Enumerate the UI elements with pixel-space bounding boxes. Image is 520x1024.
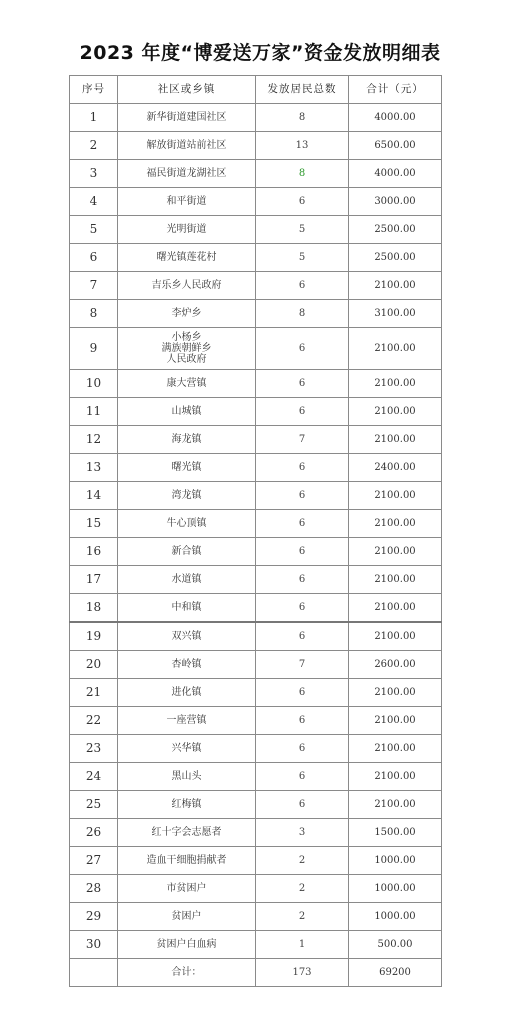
row-count: 6 [256, 566, 349, 594]
row-amount: 2100.00 [349, 482, 442, 510]
row-count: 6 [256, 482, 349, 510]
row-community: 贫困户白血病 [118, 931, 256, 959]
row-count: 6 [256, 328, 349, 370]
table-row [70, 679, 442, 707]
header-resident-count: 发放居民总数 [256, 76, 349, 104]
row-amount: 2100.00 [349, 679, 442, 707]
row-community: 解放街道站前社区 [118, 132, 256, 160]
total-label: 合计： [118, 959, 256, 987]
row-community-line: 满族朝鲜乡 [161, 343, 212, 354]
table-row [70, 847, 442, 875]
row-community: 海龙镇 [118, 426, 256, 454]
row-count: 2 [256, 847, 349, 875]
row-count: 6 [256, 679, 349, 707]
row-amount: 1000.00 [349, 847, 442, 875]
table-row [70, 707, 442, 735]
table-row [70, 482, 442, 510]
row-amount: 2100.00 [349, 707, 442, 735]
row-amount: 2100.00 [349, 370, 442, 398]
row-count: 6 [256, 707, 349, 735]
row-count: 6 [256, 622, 349, 651]
row-count: 6 [256, 370, 349, 398]
row-amount: 2500.00 [349, 216, 442, 244]
row-count: 6 [256, 454, 349, 482]
row-serial: 23 [70, 735, 118, 763]
table-row [70, 398, 442, 426]
table-row [70, 622, 442, 651]
row-count: 6 [256, 735, 349, 763]
row-serial: 3 [70, 160, 118, 188]
table-row [70, 426, 442, 454]
row-amount: 2100.00 [349, 398, 442, 426]
row-serial: 5 [70, 216, 118, 244]
row-serial: 24 [70, 763, 118, 791]
row-community [118, 328, 256, 370]
row-serial: 2 [70, 132, 118, 160]
row-serial: 29 [70, 903, 118, 931]
row-community: 光明街道 [118, 216, 256, 244]
row-community: 杏岭镇 [118, 651, 256, 679]
page-title: 2023 年度“博爱送万家”资金发放明细表 [79, 42, 441, 64]
row-serial: 16 [70, 538, 118, 566]
row-amount: 3000.00 [349, 188, 442, 216]
row-community: 造血干细胞捐献者 [118, 847, 256, 875]
row-serial: 7 [70, 272, 118, 300]
row-serial: 1 [70, 104, 118, 132]
row-count: 6 [256, 272, 349, 300]
table-row [70, 903, 442, 931]
row-amount: 2100.00 [349, 594, 442, 623]
row-serial: 27 [70, 847, 118, 875]
row-amount: 1000.00 [349, 875, 442, 903]
row-community: 黑山头 [118, 763, 256, 791]
row-count: 6 [256, 510, 349, 538]
row-community: 贫困户 [118, 903, 256, 931]
row-amount: 2100.00 [349, 426, 442, 454]
row-amount: 1500.00 [349, 819, 442, 847]
row-count: 7 [256, 426, 349, 454]
row-serial: 13 [70, 454, 118, 482]
total-serial-empty [70, 959, 118, 987]
row-serial: 19 [70, 622, 118, 651]
row-community: 山城镇 [118, 398, 256, 426]
table-row [70, 875, 442, 903]
row-serial: 14 [70, 482, 118, 510]
row-community: 水道镇 [118, 566, 256, 594]
row-count: 7 [256, 651, 349, 679]
row-serial: 21 [70, 679, 118, 707]
row-amount: 2100.00 [349, 763, 442, 791]
table-row [70, 132, 442, 160]
row-serial: 6 [70, 244, 118, 272]
header-serial: 序号 [70, 76, 118, 104]
row-serial: 4 [70, 188, 118, 216]
row-community-line: 人民政府 [166, 354, 207, 365]
row-serial: 28 [70, 875, 118, 903]
row-community: 福民街道龙湖社区 [118, 160, 256, 188]
row-community: 曙光镇 [118, 454, 256, 482]
table-row [70, 931, 442, 959]
row-count: 13 [256, 132, 349, 160]
row-count: 1 [256, 931, 349, 959]
row-community: 市贫困户 [118, 875, 256, 903]
row-amount: 2100.00 [349, 510, 442, 538]
table-row [70, 300, 442, 328]
row-count: 5 [256, 244, 349, 272]
row-community: 吉乐乡人民政府 [118, 272, 256, 300]
row-amount: 2100.00 [349, 272, 442, 300]
table-row [70, 328, 442, 370]
row-community: 康大营镇 [118, 370, 256, 398]
row-amount: 2100.00 [349, 791, 442, 819]
table-row [70, 594, 442, 623]
row-amount: 2100.00 [349, 566, 442, 594]
row-count: 8 [256, 160, 349, 188]
table-row [70, 104, 442, 132]
row-community: 进化镇 [118, 679, 256, 707]
row-amount: 2500.00 [349, 244, 442, 272]
row-serial: 15 [70, 510, 118, 538]
row-count: 8 [256, 104, 349, 132]
row-amount: 1000.00 [349, 903, 442, 931]
row-community: 李炉乡 [118, 300, 256, 328]
row-community: 新华街道建国社区 [118, 104, 256, 132]
header-amount: 合计（元） [349, 76, 442, 104]
row-amount: 2100.00 [349, 538, 442, 566]
row-community: 新合镇 [118, 538, 256, 566]
row-serial: 9 [70, 328, 118, 370]
row-serial: 25 [70, 791, 118, 819]
table-row [70, 651, 442, 679]
table-row [70, 819, 442, 847]
row-count: 6 [256, 188, 349, 216]
table-row [70, 216, 442, 244]
row-serial: 10 [70, 370, 118, 398]
row-count: 2 [256, 903, 349, 931]
row-serial: 26 [70, 819, 118, 847]
row-serial: 18 [70, 594, 118, 623]
row-amount: 500.00 [349, 931, 442, 959]
row-community: 双兴镇 [118, 622, 256, 651]
row-community: 红梅镇 [118, 791, 256, 819]
row-community: 牛心顶镇 [118, 510, 256, 538]
row-community: 中和镇 [118, 594, 256, 623]
table-row [70, 454, 442, 482]
table-row [70, 538, 442, 566]
row-amount: 2100.00 [349, 735, 442, 763]
row-community: 曙光镇莲花村 [118, 244, 256, 272]
row-community: 和平街道 [118, 188, 256, 216]
row-count: 6 [256, 791, 349, 819]
row-count: 6 [256, 594, 349, 623]
row-count: 8 [256, 300, 349, 328]
row-amount: 6500.00 [349, 132, 442, 160]
row-amount: 4000.00 [349, 160, 442, 188]
header-community: 社区或乡镇 [118, 76, 256, 104]
table-row [70, 791, 442, 819]
row-amount: 3100.00 [349, 300, 442, 328]
row-amount: 2400.00 [349, 454, 442, 482]
table-row [70, 763, 442, 791]
row-serial: 8 [70, 300, 118, 328]
table-row [70, 160, 442, 188]
row-serial: 11 [70, 398, 118, 426]
table-row [70, 735, 442, 763]
row-count: 2 [256, 875, 349, 903]
table-header-row [70, 76, 442, 104]
table-row [70, 566, 442, 594]
table-row [70, 272, 442, 300]
row-count: 3 [256, 819, 349, 847]
row-community: 兴华镇 [118, 735, 256, 763]
row-serial: 30 [70, 931, 118, 959]
total-row [70, 959, 442, 987]
row-serial: 17 [70, 566, 118, 594]
row-serial: 22 [70, 707, 118, 735]
row-count: 5 [256, 216, 349, 244]
row-amount: 2600.00 [349, 651, 442, 679]
row-community: 红十字会志愿者 [118, 819, 256, 847]
row-serial: 12 [70, 426, 118, 454]
table-row [70, 510, 442, 538]
row-count: 6 [256, 538, 349, 566]
fund-distribution-table [69, 75, 442, 987]
total-amount: 69200 [349, 959, 442, 987]
row-count: 6 [256, 398, 349, 426]
row-amount: 2100.00 [349, 622, 442, 651]
row-community: 湾龙镇 [118, 482, 256, 510]
row-serial: 20 [70, 651, 118, 679]
table-row [70, 244, 442, 272]
row-community: 一座营镇 [118, 707, 256, 735]
row-community-line: 小杨乡 [171, 332, 202, 343]
row-count: 6 [256, 763, 349, 791]
table-row [70, 188, 442, 216]
row-amount: 4000.00 [349, 104, 442, 132]
row-amount: 2100.00 [349, 328, 442, 370]
table-row [70, 370, 442, 398]
total-count: 173 [256, 959, 349, 987]
